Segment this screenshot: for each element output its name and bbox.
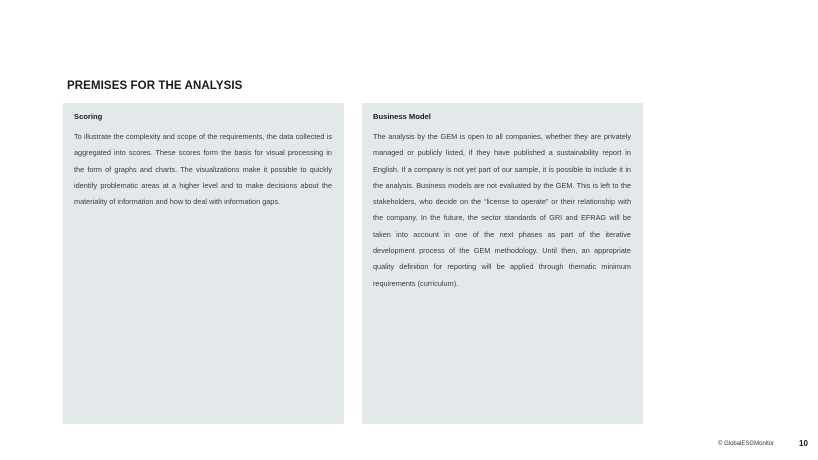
page-title: PREMISES FOR THE ANALYSIS — [67, 80, 243, 92]
business-model-body: The analysis by the GEM is open to all companies, whether they are privately managed or publicly listed, if they have published a sustainability report in English. If a company is not yet part of our sample, it is possible to include it in the analysis. Business models are not evaluated by the GEM. This is left to the stakeholders, who decide on the “license to operate” or their relationship with the company. In the future, the sector standards of GRI and EFRAG will be taken into account in one of the next phases as part of the iterative development process of the GEM methodology. Until then, an appropriate quality definition for reporting will be applied through thematic minimum requirements (curriculum). — [373, 132, 631, 288]
business-model-heading: Business Model — [373, 112, 431, 121]
copyright-text: © GlobalESGMonitor — [718, 441, 775, 447]
business-model-panel — [362, 103, 643, 424]
scoring-heading: Scoring — [74, 112, 103, 121]
scoring-body: To illustrate the complexity and scope of the requirements, the data collected is aggregated into scores. These scores form the basis for visual processing in the form of graphs and charts. The visualizations make it possible to quickly identify problematic areas at a higher level and to make decisions about the materiality of information and how to deal with information gaps. — [74, 132, 332, 207]
scoring-panel — [63, 103, 344, 424]
page-number: 10 — [799, 439, 808, 448]
